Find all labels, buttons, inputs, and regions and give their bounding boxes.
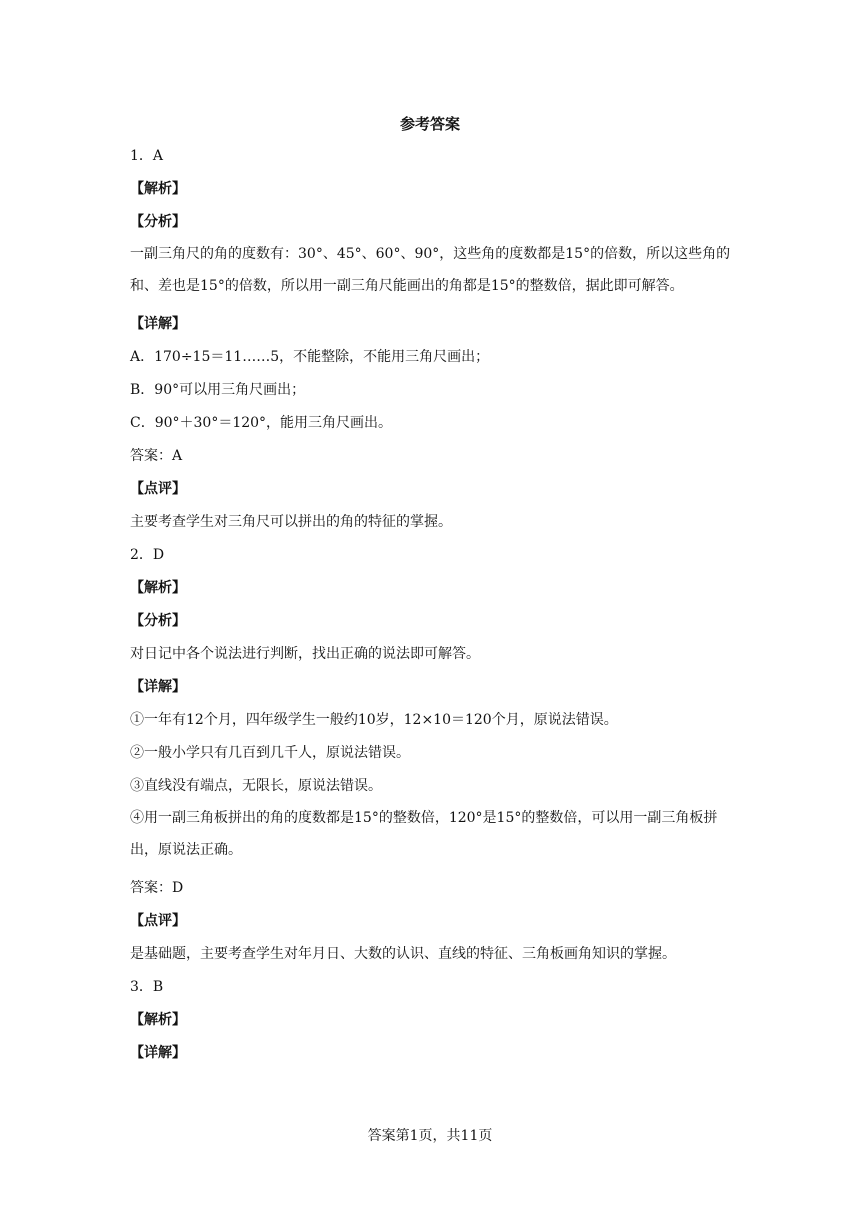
answer-paragraph: ④用一副三角板拼出的角的度数都是15°的整数倍，120°是15°的整数倍，可以用一副三角板拼出，原说法正确。 <box>130 810 718 858</box>
section-heading: 【详解】 <box>130 316 186 332</box>
answer-line: 1．A <box>130 148 164 164</box>
answer-content <box>130 145 740 1075</box>
section-heading: 【解析】 <box>130 1012 186 1028</box>
answer-line: 对日记中各个说法进行判断，找出正确的说法即可解答。 <box>130 646 480 662</box>
section-heading: 【分析】 <box>130 613 186 629</box>
answer-paragraph: 一副三角尺的角的度数有：30°、45°、60°、90°，这些角的度数都是15°的倍数，所以这些角的和、差也是15°的倍数，所以用一副三角尺能画出的角都是15°的整数倍，据此即可解答。 <box>130 246 731 294</box>
page-footer: 答案第1页，共11页 <box>367 1128 493 1144</box>
answer-line: ①一年有12个月，四年级学生一般约10岁，12×10＝120个月，原说法错误。 <box>130 712 618 728</box>
answer-line: 答案：D <box>130 880 184 896</box>
section-heading: 【解析】 <box>130 580 186 596</box>
section-heading: 【详解】 <box>130 1045 186 1061</box>
answer-line: 是基础题，主要考查学生对年月日、大数的认识、直线的特征、三角板画角知识的掌握。 <box>130 946 676 962</box>
answer-line: ②一般小学只有几百到几千人，原说法错误。 <box>130 745 410 761</box>
section-heading: 【解析】 <box>130 181 186 197</box>
page-title: 参考答案 <box>399 115 460 133</box>
answer-line: 答案：A <box>130 448 183 464</box>
section-heading: 【详解】 <box>130 679 186 695</box>
section-heading: 【点评】 <box>130 913 186 929</box>
answer-line: 主要考查学生对三角尺可以拼出的角的特征的掌握。 <box>130 514 452 530</box>
answer-line: 2．D <box>130 547 165 563</box>
answer-line: C．90°＋30°＝120°，能用三角尺画出。 <box>130 415 393 431</box>
answer-line: ③直线没有端点，无限长，原说法错误。 <box>130 778 382 794</box>
section-heading: 【点评】 <box>130 481 186 497</box>
answer-line: 3．B <box>130 979 164 995</box>
section-heading: 【分析】 <box>130 214 186 230</box>
answer-line: B．90°可以用三角尺画出； <box>130 382 306 398</box>
answer-line: A．170÷15＝11……5，不能整除，不能用三角尺画出； <box>130 349 490 365</box>
